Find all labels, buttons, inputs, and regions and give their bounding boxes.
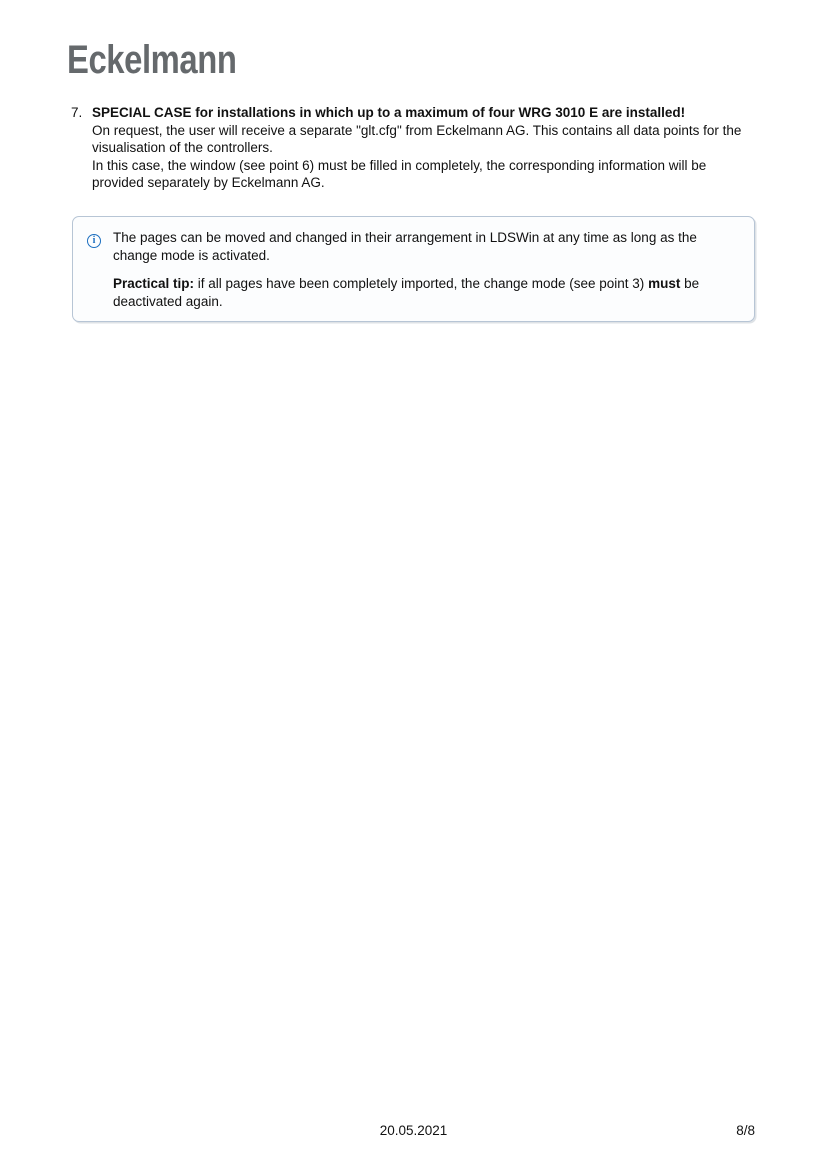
info-paragraph-2-must: must bbox=[648, 276, 681, 291]
eckelmann-logo: Eckelmann bbox=[67, 38, 237, 82]
info-paragraph-2 bbox=[113, 275, 738, 310]
info-note-box bbox=[72, 216, 755, 322]
item-paragraph-1: On request, the user will receive a separate "glt.cfg" from Eckelmann AG. This contains all data points for the visualisation of the controllers. bbox=[92, 122, 742, 155]
info-icon: i bbox=[87, 234, 101, 248]
footer-page-number: 8/8 bbox=[736, 1123, 755, 1138]
practical-tip-label: Practical tip: bbox=[113, 276, 195, 291]
item-paragraph-2: In this case, the window (see point 6) must be filled in completely, the corresponding information will be provided separately by Eckelmann AG. bbox=[92, 157, 707, 190]
list-item-number: 7. bbox=[71, 105, 83, 120]
footer-date: 20.05.2021 bbox=[379, 1123, 448, 1138]
info-icon-column bbox=[87, 229, 113, 309]
info-paragraph-2-text-2: be deactivated again. bbox=[113, 276, 700, 309]
list-item-7 bbox=[71, 104, 743, 192]
list-item-content bbox=[92, 104, 742, 192]
info-paragraph-2-text-1: if all pages have been completely imported, the change mode (see point 3) bbox=[194, 276, 649, 291]
info-paragraph-1: The pages can be moved and changed in their arrangement in LDSWin at any time as long as the change mode is activated. bbox=[113, 230, 697, 263]
item-heading: SPECIAL CASE for installations in which up to a maximum of four WRG 3010 E are installed! bbox=[92, 105, 686, 120]
info-text-column bbox=[113, 229, 738, 309]
